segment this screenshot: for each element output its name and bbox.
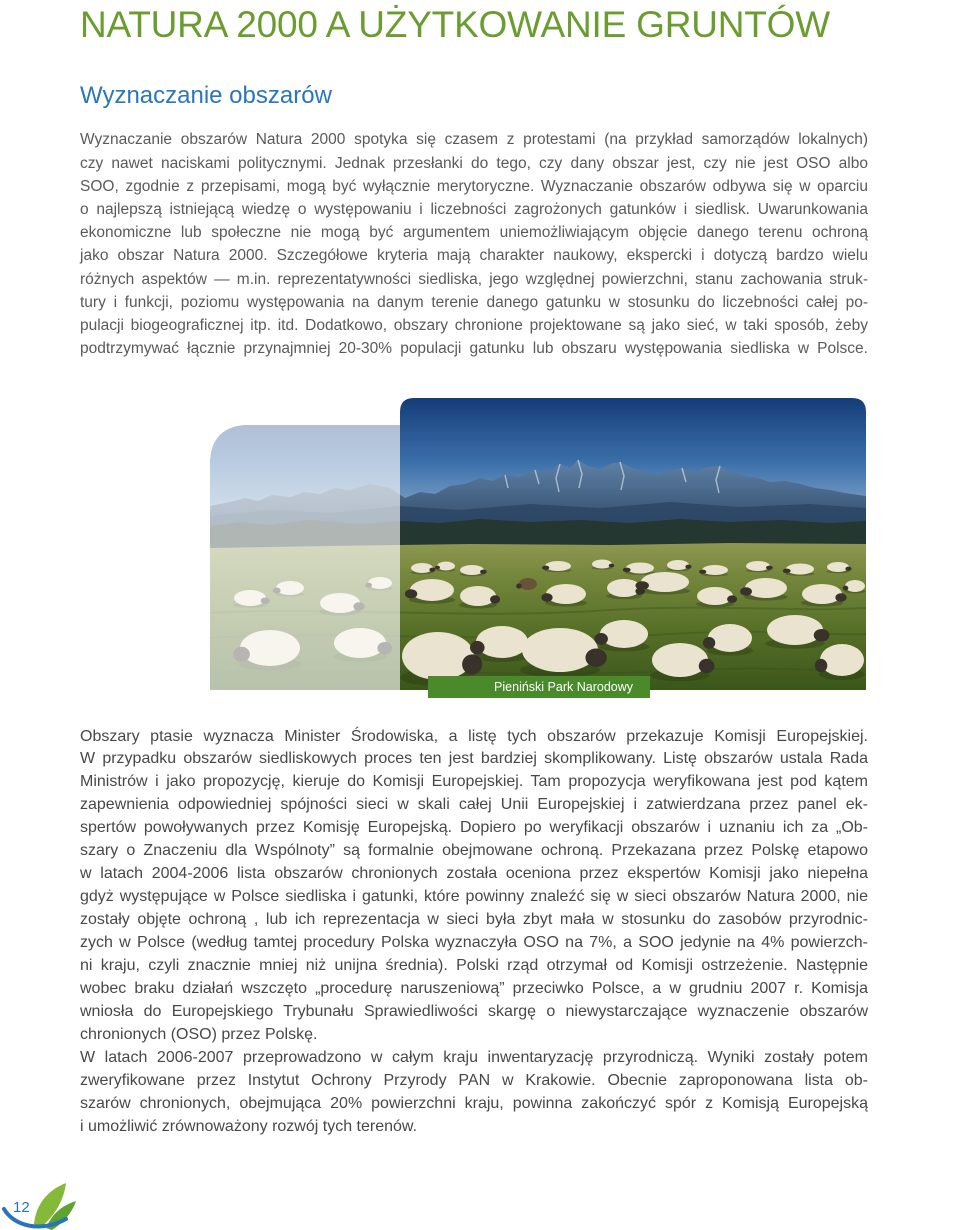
text-line: i umożliwić zrównoważony rozwój tych terenów. bbox=[80, 1117, 418, 1135]
text-line: spertów powoływanych przez Komisję Europejską. Dopiero po weryfikacji obszarów i uznaniu ich za „Ob- bbox=[80, 819, 868, 837]
text-line: podtrzymywać łącznie przynajmniej 20-30% populacji gatunku lub obszaru występowania siedliska w Polsce. bbox=[80, 340, 868, 358]
text-line: tury i funkcji, poziomu występowania na danym terenie danego gatunku w stosunku do liczebności całej po- bbox=[80, 293, 868, 311]
text-line: chronionych (OSO) przez Polskę. bbox=[80, 1025, 318, 1043]
page-number: 12 bbox=[13, 1199, 30, 1216]
intro-paragraph bbox=[80, 128, 868, 360]
text-line: ni kraju, czyli znacznie mniej niż unijna średnia). Polski rząd otrzymał od Komisji ostrzeżenie. Następnie bbox=[80, 957, 868, 975]
text-line: ekonomiczne lub społeczne nie mogą być argumentem uniemożliwiającym objęcie danego terenu ochroną bbox=[80, 224, 868, 242]
body-paragraph bbox=[80, 1047, 868, 1139]
body-paragraph bbox=[80, 726, 868, 1047]
landscape-photo bbox=[210, 398, 866, 690]
text-line: wniosła do Europejskiego Trybunału Sprawiedliwości skargę o niewystarczające wyznaczenie obszarów bbox=[80, 1002, 868, 1020]
text-line: jako obszar Natura 2000. Szczegółowe kryteria mają charakter naukowy, ekspercki i dotyczą bardzo wielu bbox=[80, 247, 868, 265]
photo-caption: Pieniński Park Narodowy bbox=[428, 676, 650, 698]
text-line: SOO, zgodnie z przepisami, mogą być wyłącznie merytoryczne. Wyznaczanie obszarów odbywa się w oparciu bbox=[80, 177, 868, 195]
faded-photo-panel bbox=[210, 425, 400, 690]
text-line: Wyznaczanie obszarów Natura 2000 spotyka się czasem z protestami (na przykład samorządów lokalnych) bbox=[80, 131, 868, 149]
text-line: W przypadku obszarów siedliskowych proces ten jest bardziej skomplikowany. Listę obszarów ustala Rada bbox=[80, 750, 868, 768]
text-line: wobec braku działań wszczęto „procedurę naruszeniową” przeciwko Polsce, a w grudniu 2007 r. Komisja bbox=[80, 979, 868, 997]
text-line: zapewnienia odpowiedniej spójności sieci w skali całej Unii Europejskiej i zatwierdzana przez panel ek- bbox=[80, 796, 868, 814]
text-line: zych w Polsce (według tamtej procedury Polska wyznaczyła OSO na 7%, a SOO jedynie na 4% powierzch- bbox=[80, 934, 868, 952]
text-line: o najlepszą istniejącą wiedzę o występowaniu i liczebności zagrożonych gatunków i siedlisk. Uwarunkowania bbox=[80, 201, 868, 218]
text-line: gdyż występujące w Polsce siedliska i gatunki, które powinny znaleźć się w sieci obszarów Natura 2000, nie bbox=[80, 888, 868, 906]
text-line: czy nawet naciskami politycznymi. Jednak przesłanki do tego, czy dany obszar jest, czy nie jest OSO albo bbox=[80, 154, 868, 172]
page-title: NATURA 2000 A UŻYTKOWANIE GRUNTÓW bbox=[80, 4, 830, 45]
text-line: w latach 2004-2006 lista obszarów chronionych została oceniona przez ekspertów Komisji jako niepełna bbox=[80, 865, 868, 883]
text-line: szarów chronionych, obejmująca 20% powierzchni kraju, powinna zakończyć spór z Komisją Europejską bbox=[80, 1094, 868, 1112]
text-line: zostały objęte ochroną , lub ich reprezentacja w sieci była zbyt mała w stosunku do zasobów przyrodnic- bbox=[80, 911, 868, 929]
leaf-logo-icon bbox=[0, 1178, 80, 1230]
text-line: Ministrów i jako propozycję, kieruje do Komisji Europejskiej. Tam propozycja weryfikowana jest pod kątem bbox=[80, 773, 868, 791]
text-line: zweryfikowane przez Instytut Ochrony Przyrody PAN w Krakowie. Obecnie zaproponowana lista ob- bbox=[80, 1071, 868, 1089]
text-line: pulacji biogeograficznej itp. itd. Dodatkowo, obszary chronione projektowane są jako sieć, w taki sposób, żeby bbox=[80, 317, 868, 335]
text-line: W latach 2006-2007 przeprowadzono w całym kraju inwentaryzację przyrodniczą. Wyniki zostały potem bbox=[80, 1048, 868, 1066]
text-line: szary o Znaczeniu dla Wspólnoty” są formalnie obejmowane ochroną. Przekazana przez Polskę etapowo bbox=[80, 842, 868, 860]
text-line: różnych aspektów — m.in. reprezentatywności siedliska, jego względnej powierzchni, stanu zachowania struk- bbox=[80, 270, 868, 288]
section-heading: Wyznaczanie obszarów bbox=[80, 82, 332, 109]
text-line: Obszary ptasie wyznacza Minister Środowiska, a listę tych obszarów przekazuje Komisji Europejskiej. bbox=[80, 727, 868, 745]
